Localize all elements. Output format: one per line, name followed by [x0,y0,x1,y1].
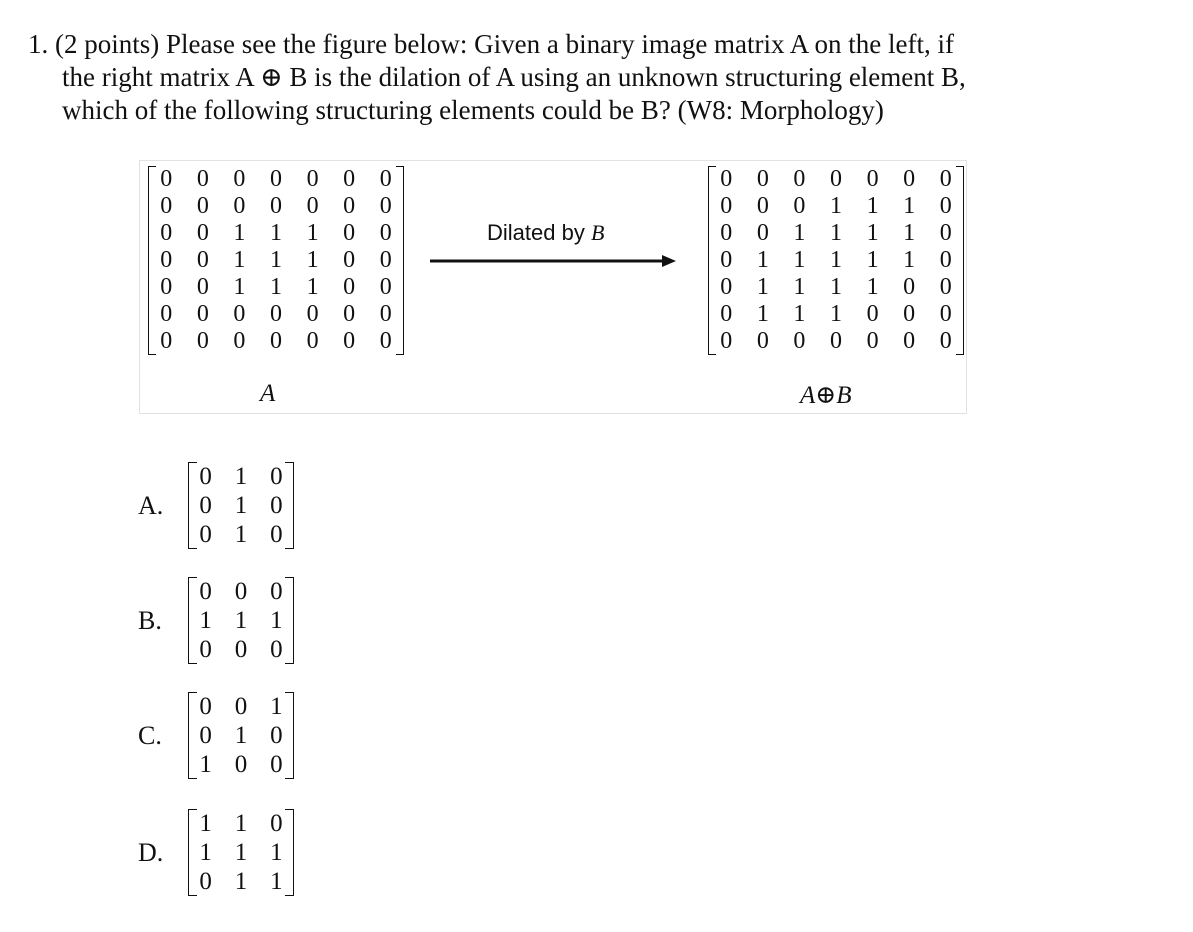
matrix-cell: 1 [829,193,842,219]
matrix-cell: 0 [199,868,212,895]
matrix-cell: 0 [160,301,173,327]
matrix-cell: 1 [306,247,319,273]
matrix-cell: 0 [234,751,248,778]
matrix-cell: 0 [343,301,356,327]
matrix-cell: 1 [756,274,769,300]
matrix-cell: 0 [903,328,916,354]
matrix-cell: 0 [270,722,283,749]
matrix-cell: 0 [903,274,916,300]
matrix-cell: 0 [939,166,952,192]
question-line-2: the right matrix A ⊕ B is the dilation of A using an unknown structuring element B, [62,62,966,92]
option-c-matrix [188,692,294,779]
matrix-cell: 0 [269,301,282,327]
dilated-by-var: B [590,220,605,245]
matrix-cell: 0 [939,301,952,327]
matrix-dilated [708,166,964,355]
matrix-cell: 0 [343,328,356,354]
matrix-cell: 0 [199,578,212,605]
matrix-cell: 1 [829,301,842,327]
matrix-cell: 0 [306,166,319,192]
matrix-cell: 0 [756,166,769,192]
matrix-cell: 0 [939,328,952,354]
matrix-cell: 0 [269,328,282,354]
matrix-cell: 1 [306,220,319,246]
matrix-cell: 1 [234,839,248,866]
matrix-a-label: A [260,380,276,407]
matrix-cell: 0 [379,328,392,354]
matrix-cell: 0 [270,636,283,663]
matrix-cell: 0 [379,274,392,300]
matrix-cell: 0 [343,247,356,273]
matrix-cell: 0 [234,578,248,605]
matrix-cell: 0 [379,247,392,273]
matrix-cell: 1 [756,301,769,327]
matrix-cell: 1 [233,274,246,300]
option-b-matrix [188,577,294,664]
matrix-cell: 0 [756,220,769,246]
matrix-cell: 0 [939,220,952,246]
matrix-cell: 1 [866,247,879,273]
matrix-cell: 0 [270,492,283,519]
matrix-cell: 0 [939,274,952,300]
question-line-3: which of the following structuring elements could be B? (W8: Morphology) [62,95,884,125]
matrix-cell: 1 [269,274,282,300]
matrix-cell: 1 [234,607,248,634]
matrix-cell: 0 [343,274,356,300]
matrix-cell: 0 [720,220,733,246]
matrix-cell: 1 [829,274,842,300]
matrix-cell: 0 [269,193,282,219]
matrix-cell: 0 [160,193,173,219]
question-line-1: 1. (2 points) Please see the figure below: Given a binary image matrix A on the left, if [28,29,955,59]
matrix-cell: 0 [196,274,209,300]
matrix-cell: 0 [233,193,246,219]
right-bracket [956,166,964,355]
matrix-cell: 1 [234,868,248,895]
matrix-cell: 0 [196,193,209,219]
matrix-cell: 0 [343,220,356,246]
matrix-cell: 0 [306,193,319,219]
matrix-cell: 1 [234,521,248,548]
matrix-cell: 1 [270,693,283,720]
matrix-cell: 0 [196,328,209,354]
matrix-cell: 0 [720,328,733,354]
right-bracket [285,577,294,664]
matrix-cell: 0 [306,328,319,354]
matrix-cell: 1 [903,220,916,246]
matrix-cell: 0 [720,274,733,300]
matrix-cell: 0 [199,722,212,749]
matrix-dilated-label: A⊕B [800,382,852,409]
matrix-cell: 0 [720,193,733,219]
option-letter: B. [138,606,162,635]
option-a-grid [188,462,294,549]
matrix-cell: 0 [270,810,283,837]
matrix-cell: 0 [199,693,212,720]
matrix-cell: 1 [756,247,769,273]
right-bracket [285,462,294,549]
matrix-cell: 0 [160,166,173,192]
matrix-cell: 0 [866,166,879,192]
matrix-cell: 1 [306,274,319,300]
matrix-cell: 0 [379,193,392,219]
right-bracket [285,692,294,779]
matrix-cell: 0 [756,328,769,354]
matrix-cell: 0 [160,274,173,300]
matrix-cell: 1 [234,492,248,519]
matrix-cell: 1 [829,220,842,246]
question-text [28,28,1168,127]
option-c-grid [188,692,294,779]
matrix-cell: 1 [903,247,916,273]
matrix-cell: 1 [793,220,806,246]
dilation-figure [139,160,967,414]
matrix-cell: 0 [379,220,392,246]
matrix-cell: 1 [199,751,212,778]
matrix-a [148,166,404,355]
matrix-cell: 0 [233,301,246,327]
option-b-grid [188,577,294,664]
matrix-cell: 0 [270,463,283,490]
matrix-cell: 0 [234,693,248,720]
matrix-cell: 0 [379,301,392,327]
matrix-a-grid [148,166,404,355]
matrix-cell: 0 [939,247,952,273]
matrix-cell: 0 [233,328,246,354]
matrix-cell: 1 [234,463,248,490]
matrix-cell: 1 [199,839,212,866]
matrix-cell: 0 [720,247,733,273]
matrix-cell: 0 [160,247,173,273]
matrix-cell: 1 [269,247,282,273]
matrix-cell: 0 [196,301,209,327]
matrix-cell: 1 [269,220,282,246]
matrix-cell: 1 [866,220,879,246]
matrix-cell: 0 [199,521,212,548]
matrix-cell: 0 [829,328,842,354]
matrix-cell: 1 [234,810,248,837]
matrix-cell: 1 [866,274,879,300]
matrix-cell: 0 [196,220,209,246]
option-letter: C. [138,721,162,750]
matrix-cell: 0 [269,166,282,192]
matrix-dilated-grid [708,166,964,355]
matrix-cell: 1 [270,868,283,895]
matrix-cell: 1 [233,247,246,273]
matrix-cell: 1 [199,607,212,634]
dilated-by-text: Dilated by [487,220,591,245]
matrix-cell: 1 [829,247,842,273]
option-letter: A. [138,491,164,520]
matrix-cell: 1 [903,193,916,219]
matrix-cell: 0 [199,636,212,663]
matrix-cell: 0 [720,301,733,327]
option-letter: D. [138,838,164,867]
matrix-cell: 0 [720,166,733,192]
matrix-cell: 0 [793,193,806,219]
matrix-cell: 0 [343,166,356,192]
matrix-cell: 0 [793,166,806,192]
dilated-by-label [487,220,604,246]
matrix-cell: 0 [270,751,283,778]
matrix-cell: 0 [793,328,806,354]
matrix-cell: 1 [270,607,283,634]
matrix-cell: 0 [270,521,283,548]
matrix-cell: 0 [866,328,879,354]
matrix-cell: 1 [233,220,246,246]
right-bracket [396,166,404,355]
option-a-matrix [188,462,294,549]
matrix-cell: 0 [939,193,952,219]
matrix-cell: 1 [270,839,283,866]
matrix-cell: 0 [199,463,212,490]
matrix-cell: 1 [793,274,806,300]
matrix-cell: 0 [866,301,879,327]
matrix-cell: 0 [270,578,283,605]
matrix-cell: 0 [903,166,916,192]
matrix-cell: 0 [196,247,209,273]
matrix-cell: 0 [903,301,916,327]
matrix-cell: 0 [756,193,769,219]
matrix-cell: 0 [306,301,319,327]
matrix-cell: 1 [793,247,806,273]
matrix-cell: 0 [160,328,173,354]
matrix-cell: 0 [234,636,248,663]
right-arrow-icon [430,253,680,269]
matrix-cell: 0 [343,193,356,219]
matrix-cell: 1 [793,301,806,327]
matrix-cell: 0 [233,166,246,192]
matrix-cell: 1 [866,193,879,219]
right-bracket [285,809,294,896]
matrix-cell: 1 [199,810,212,837]
matrix-cell: 0 [379,166,392,192]
matrix-cell: 0 [829,166,842,192]
matrix-cell: 0 [160,220,173,246]
matrix-cell: 1 [234,722,248,749]
option-d-grid [188,809,294,896]
matrix-cell: 0 [199,492,212,519]
matrix-cell: 0 [196,166,209,192]
option-d-matrix [188,809,294,896]
